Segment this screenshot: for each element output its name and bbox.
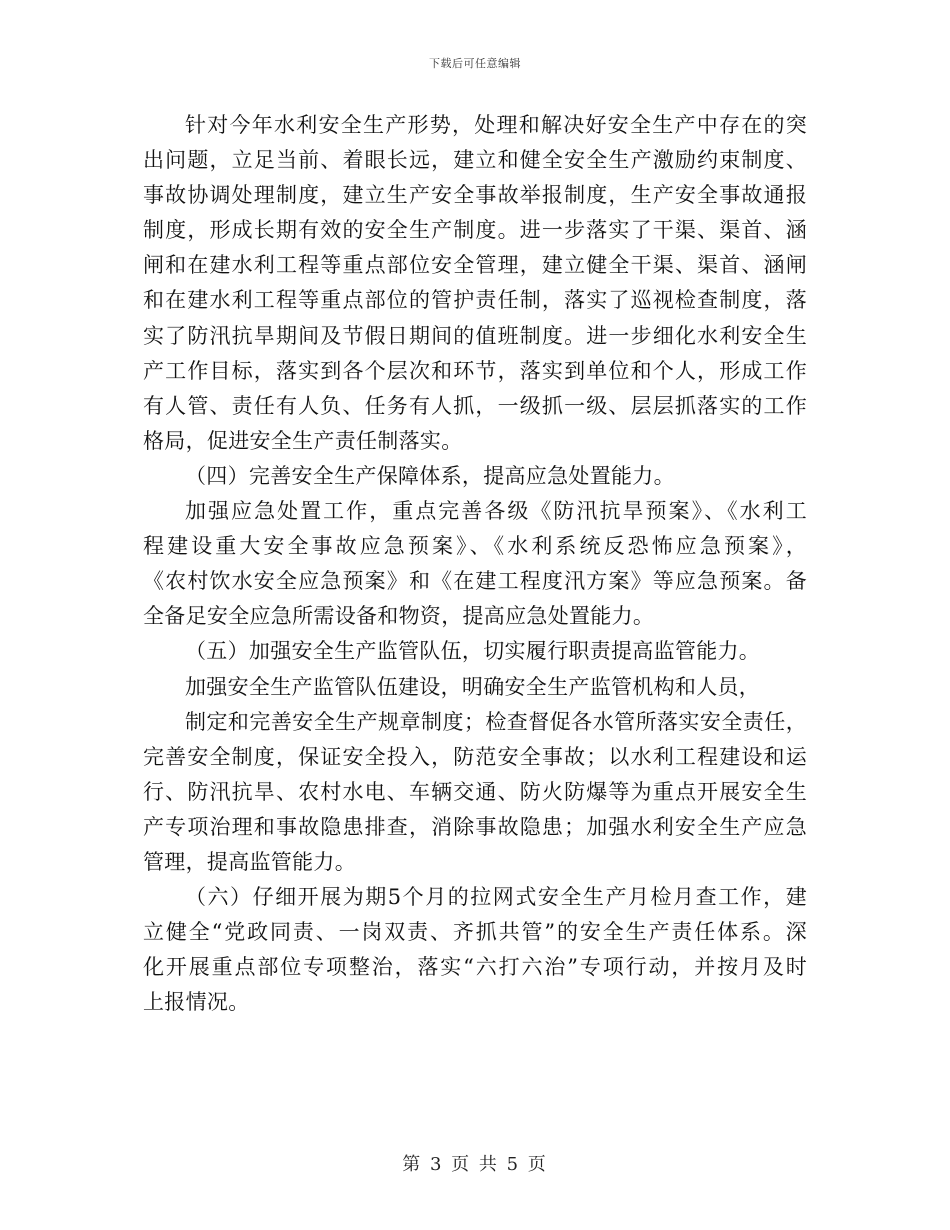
text-line: 实了防汛抗旱期间及节假日期间的值班制度。进一步细化水利安全生	[143, 323, 807, 348]
text-line: 制定和完善安全生产规章制度；检查督促各水管所落实安全责任，	[185, 709, 807, 734]
text-line: 产工作目标，落实到各个层次和环节，落实到单位和个人，形成工作	[143, 358, 807, 383]
text-line: 加强应急处置工作，重点完善各级《防汛抗旱预案》、《水利工	[185, 499, 807, 524]
text-line: 上报情况。	[143, 990, 250, 1015]
text-line: 《农村饮水安全应急预案》和《在建工程度汛方案》等应急预案。备	[143, 569, 807, 594]
text-line: 和在建水利工程等重点部位的管护责任制，落实了巡视检查制度，落	[143, 288, 807, 313]
section-heading: （四）完善安全生产保障体系，提高应急处置能力。	[185, 463, 675, 488]
page-footer: 第 3 页 共 5 页	[402, 1154, 548, 1175]
text-line: 全备足安全应急所需设备和物资，提高应急处置能力。	[143, 604, 655, 629]
text-line: 管理，提高监管能力。	[143, 849, 356, 874]
text-line: 针对今年水利安全生产形势，处理和解决好安全生产中存在的突	[185, 113, 807, 137]
text-line: 事故协调处理制度，建立生产安全事故举报制度，生产安全事故通报	[143, 183, 807, 208]
text-line: 化开展重点部位专项整治，落实“六打六治”专项行动，并按月及时	[143, 955, 807, 980]
section-heading: （五）加强安全生产监管队伍，切实履行职责提高监管能力。	[185, 639, 761, 664]
text-line: 完善安全制度，保证安全投入，防范安全事故；以水利工程建设和运	[143, 744, 807, 769]
text-line: 立健全“党政同责、一岗双责、齐抓共管”的安全生产责任体系。深	[143, 920, 807, 945]
page-header: 下载后可任意编辑	[429, 57, 521, 70]
text-line: 加强安全生产监管队伍建设，明确安全生产监管机构和人员，	[185, 674, 761, 699]
document-body	[143, 108, 807, 1020]
text-line: 出问题，立足当前、着眼长远，建立和健全安全生产激励约束制度、	[143, 148, 807, 173]
text-line: 产专项治理和事故隐患排查，消除事故隐患；加强水利安全生产应急	[143, 814, 807, 839]
section-heading: （六）仔细开展为期5个月的拉网式安全生产月检月查工作，建	[185, 885, 807, 910]
text-line: 闸和在建水利工程等重点部位安全管理，建立健全干渠、渠首、涵闸	[143, 253, 807, 278]
text-line: 制度，形成长期有效的安全生产制度。进一步落实了干渠、渠首、涵	[143, 218, 807, 243]
text-line: 有人管、责任有人负、任务有人抓，一级抓一级、层层抓落实的工作	[143, 393, 807, 418]
text-line: 行、防汛抗旱、农村水电、车辆交通、防火防爆等为重点开展安全生	[143, 779, 807, 804]
text-line: 格局，促进安全生产责任制落实。	[143, 428, 463, 453]
text-line: 程建设重大安全事故应急预案》、《水利系统反恐怖应急预案》，	[143, 534, 807, 559]
